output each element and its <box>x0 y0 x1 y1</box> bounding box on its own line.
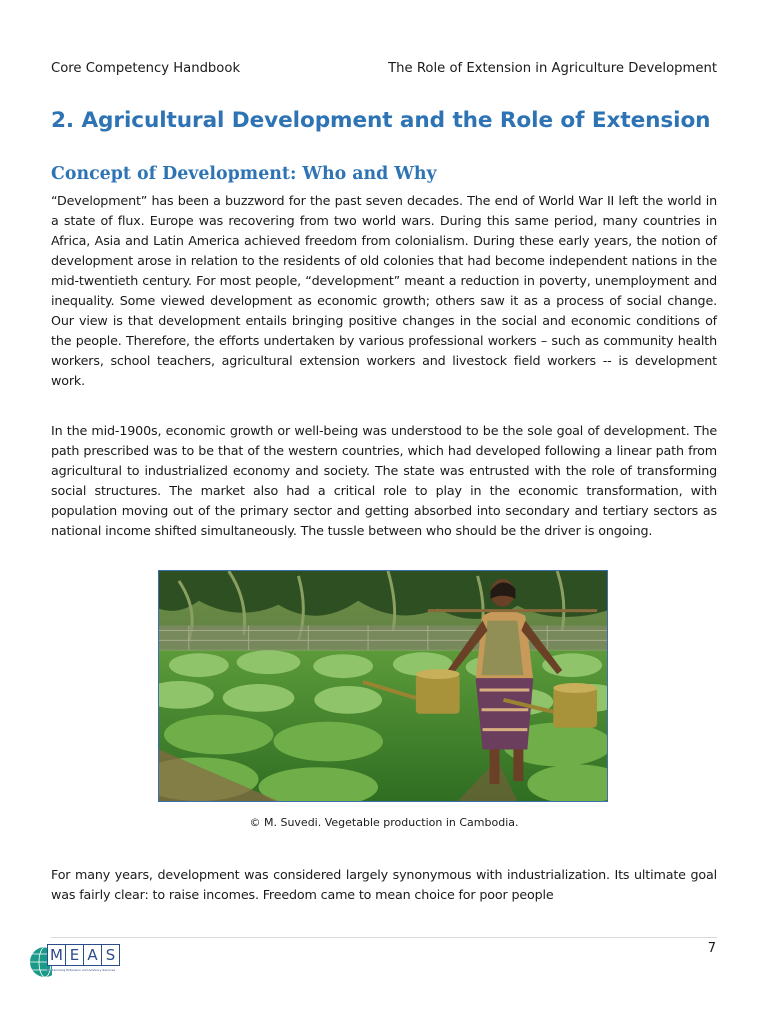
logo-letters <box>47 944 119 966</box>
vegetable-production-photo <box>158 570 608 802</box>
page-number: 7 <box>707 941 716 956</box>
running-header <box>51 60 717 78</box>
logo-letter-e: E <box>65 944 84 966</box>
photo-illustration <box>159 571 607 801</box>
header-right-title: The Role of Extension in Agriculture Development <box>388 61 717 76</box>
body-paragraph-3: For many years, development was considered largely synonymous with industrialization. Its ultimate goal was fairly clear: to raise incomes. Freedom came to mean choice for poor people <box>51 867 717 902</box>
figure-caption: © M. Suvedi. Vegetable production in Cambodia. <box>249 816 519 829</box>
logo-letter-m: M <box>47 944 66 966</box>
body-paragraph-1: “Development” has been a buzzword for the past seven decades. The end of World War II left the world in a state of flux. Europe was recovering from two world wars. During this same period, many countries in Africa, Asia and Latin America achieved freedom from colonialism. During these early years, the notion of development arose in relation to the residents of old colonies that had become independent nations in the mid-twentieth century. For most people, “development” meant a reduction in poverty, unemployment and inequality. Some viewed development as economic growth; others saw it as a process of social change. Our view is that development entails bringing positive changes in the social and economic conditions of the people. Therefore, the efforts undertaken by various professional workers – such as community health workers, school teachers, agricultural extension workers and livestock field workers -- is development work. <box>51 193 717 388</box>
body-paragraph-2: In the mid-1900s, economic growth or well-being was understood to be the sole goal of development. The path prescribed was to be that of the western countries, which had developed following a linear path from agricultural to industrialized economy and society. The state was entrusted with the role of transforming social structures. The market also had a critical role to play in the economic transformation, with population moving out of the primary sector and getting absorbed into secondary and tertiary sectors as national income shifted simultaneously. The tussle between who should be the driver is ongoing. <box>51 423 717 538</box>
logo-letter-s: S <box>101 944 120 966</box>
chapter-title: 2. Agricultural Development and the Role of Extension <box>51 108 711 133</box>
footer-divider <box>51 937 717 938</box>
section-title: Concept of Development: Who and Why <box>51 164 437 184</box>
header-left-title: Core Competency Handbook <box>51 61 241 76</box>
meas-logo <box>30 944 122 980</box>
logo-letter-a: A <box>83 944 102 966</box>
logo-tagline: Modernizing Extension and Advisory Services <box>47 968 116 972</box>
